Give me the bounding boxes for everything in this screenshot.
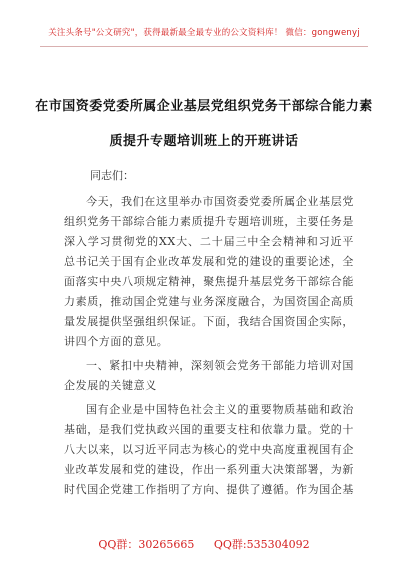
footer-qq-group-2: QQ群:535304092 bbox=[213, 538, 310, 551]
section-heading-1: 一、紧扣中央精神，深刻领会党务干部能力培训对国企发展的关键意义 bbox=[64, 359, 354, 392]
document-title-line-1: 在市国资委党委所属企业基层党组织党务干部综合能力素 bbox=[35, 99, 373, 114]
header-divider bbox=[40, 46, 368, 47]
salutation: 同志们： bbox=[90, 169, 134, 182]
paragraph-section-1: 国有企业是中国特色社会主义的重要物质基础和政治基础，是我们党执政兴国的重要支柱和依靠力量。党的十八大以来，以习近平同志为核心的党中央高度重视国有企业改革发展和党的建设，作出一系列重大决策部署，为新时代国企党建工作指明了方向、提供了遵循。作为国企基 bbox=[64, 403, 354, 496]
footer-contact bbox=[0, 536, 408, 552]
document-body bbox=[64, 192, 354, 500]
footer-qq-group-1: QQ群：30265665 bbox=[98, 538, 195, 551]
document-title-line-2: 质提升专题培训班上的开班讲话 bbox=[109, 134, 299, 149]
paragraph-intro: 今天，我们在这里举办市国资委党委所属企业基层党组织党务干部综合能力素质提升专题培训班，主要任务是深入学习贯彻党的XX大、二十届三中全会精神和习近平总书记关于国有企业改革发展和党的建设的重要论述，全面落实中央八项规定精神，聚焦提升基层党务干部综合能力素质，推动国企党建与业务深度融合，为国资国企高质量发展提供坚强组织保证。下面，我结合国资国企实际，讲四个方面的意见。 bbox=[64, 195, 354, 348]
header-banner: 关注头条号"公文研究"，获得最新最全最专业的公文资料库！ 微信：gongwenyj bbox=[48, 28, 360, 38]
